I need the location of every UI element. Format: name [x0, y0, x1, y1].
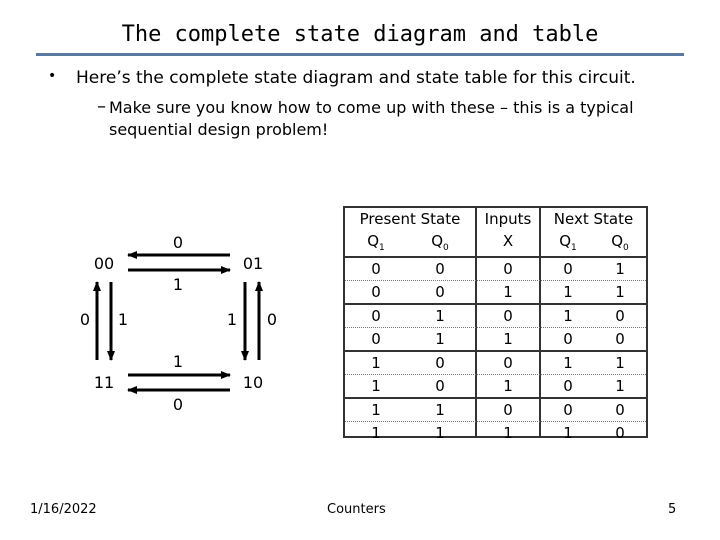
table-cell: 0 [563, 401, 573, 419]
table-cell: 0 [503, 260, 513, 278]
table-cell: 0 [615, 330, 625, 348]
table-row [345, 328, 646, 352]
table-row [345, 375, 646, 399]
table-cell: 1 [503, 283, 513, 301]
table-row [345, 305, 646, 328]
state-11: 11 [93, 373, 115, 392]
table-cell: 0 [563, 260, 573, 278]
state-00: 00 [93, 254, 115, 273]
table-cell: 1 [615, 377, 625, 395]
table-cell: 1 [615, 260, 625, 278]
header-present-q1: $Q_1$ [367, 232, 385, 253]
header-next-state: Next State [553, 210, 634, 228]
header-next-q0: $Q_0$ [611, 232, 629, 253]
bullet-symbol: • [48, 68, 57, 84]
edge-label-bottom-lower: 0 [172, 395, 184, 414]
header-present-state: Present State [359, 210, 461, 228]
edge-label-left-outer: 0 [79, 310, 91, 329]
state-table-body [345, 258, 646, 444]
table-cell: 0 [435, 260, 445, 278]
table-row [345, 258, 646, 281]
table-row [345, 422, 646, 444]
table-cell: 0 [503, 401, 513, 419]
table-cell: 0 [435, 377, 445, 395]
footer-topic: Counters [327, 502, 386, 517]
table-cell: 1 [563, 283, 573, 301]
state-table-header [345, 208, 646, 258]
table-cell: 1 [503, 330, 513, 348]
edge-label-right-outer: 0 [266, 310, 278, 329]
table-cell: 0 [503, 354, 513, 372]
table-cell: 1 [435, 424, 445, 442]
footer-page-number: 5 [668, 502, 677, 517]
edge-label-left-inner: 1 [117, 310, 129, 329]
state-table [343, 206, 648, 442]
table-cell: 1 [503, 377, 513, 395]
edge-label-top-lower: 1 [172, 275, 184, 294]
bullet-text: Here’s the complete state diagram and state table for this circuit. [76, 68, 636, 88]
table-cell: 0 [435, 283, 445, 301]
table-row [345, 399, 646, 422]
table-cell: 0 [371, 330, 381, 348]
table-cell: 1 [371, 377, 381, 395]
table-cell: 0 [371, 307, 381, 325]
table-cell: 1 [371, 424, 381, 442]
table-cell: 1 [563, 307, 573, 325]
table-cell: 1 [503, 424, 513, 442]
table-cell: 1 [435, 307, 445, 325]
table-cell: 1 [615, 283, 625, 301]
table-row [345, 281, 646, 305]
table-cell: 1 [371, 401, 381, 419]
edge-label-top-upper: 0 [172, 233, 184, 252]
table-cell: 1 [615, 354, 625, 372]
table-cell: 0 [503, 307, 513, 325]
table-cell: 0 [615, 307, 625, 325]
table-cell: 1 [563, 424, 573, 442]
header-inputs: Inputs [484, 210, 532, 228]
footer-date: 1/16/2022 [30, 502, 97, 517]
table-cell: 0 [435, 354, 445, 372]
table-cell: 1 [563, 354, 573, 372]
sub-bullet-text: Make sure you know how to come up with these – this is a typical sequential design problem! [109, 98, 634, 139]
table-cell: 0 [371, 260, 381, 278]
table-cell: 0 [563, 330, 573, 348]
table-cell: 0 [371, 283, 381, 301]
table-cell: 1 [435, 330, 445, 348]
sub-bullet-dash: – [97, 96, 106, 117]
header-present-q0: $Q_0$ [431, 232, 449, 253]
table-cell: 0 [563, 377, 573, 395]
slide-title: The complete state diagram and table [121, 22, 599, 47]
edge-label-right-inner: 1 [226, 310, 238, 329]
edge-label-bottom-upper: 1 [172, 352, 184, 371]
table-cell: 0 [615, 424, 625, 442]
header-next-q1: $Q_1$ [559, 232, 577, 253]
state-10: 10 [242, 373, 264, 392]
table-cell: 1 [435, 401, 445, 419]
table-cell: 1 [371, 354, 381, 372]
table-row [345, 352, 646, 375]
header-input-x: X [502, 232, 514, 250]
table-cell: 0 [615, 401, 625, 419]
state-01: 01 [242, 254, 264, 273]
